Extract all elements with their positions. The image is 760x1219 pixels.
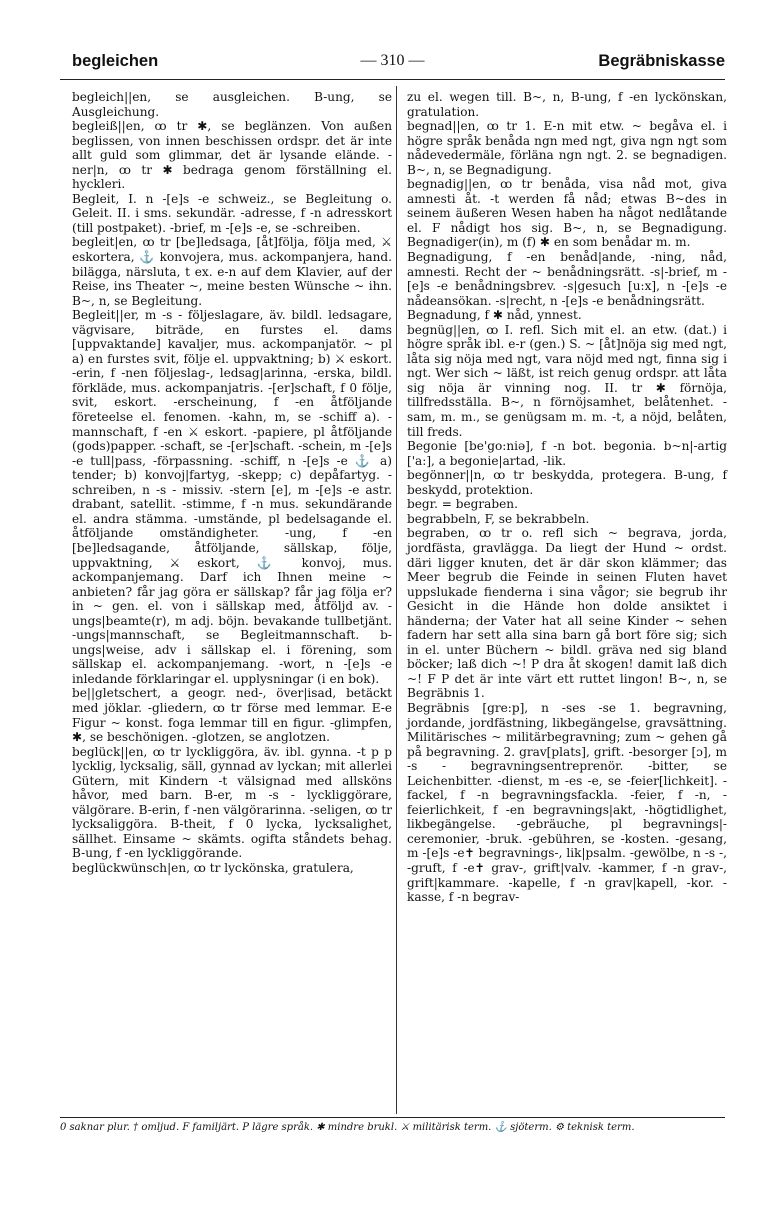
dictionary-entry: Begnadigung, f -en benåd|ande, -ning, nåd, amnesti. Recht der ~ benådningsrätt. -s|-brief, m -[e]s -e benådningsbrev. -s|gesuch [u:x], n -[e]s -e nådeansökan. -s|recht, n -[e]s -e benådningsrätt. [407,250,727,308]
column-divider [396,86,397,1114]
dictionary-entry: beglück||en, ꝏ tr lyckliggöra, äv. ibl. gynna. -t p p lycklig, lycksalig, säll, gynnad av lyckan; mit allerlei Gütern, mit Kindern -t välsignad med allsköns håvor, med barn. B-er, m -s - lyckliggörare, välgörare. B-erin, f -nen välgörarinna. -seligen, ꝏ tr lycksaliggöra. B-theit, f 0 lycka, lycksalighet, sällhet. Einsame ~ skämts. ogifta ståndets behag. B-ung, f -en lyckliggörande. [72,744,392,861]
dictionary-entry: begnüg||en, ꝏ I. refl. Sich mit el. an etw. (dat.) i högre språk ibl. e-r (gen.) S. ~ [åt]nöja sig med ngt, låta sig nöja med ngt, vara nöjd med ngt, finna sig i ngt. Wer sich ~ läßt, ist reich genug ordspr. att låta sig nöja är vinning nog. II. tr ✱ förnöja, tillfredsställa. B~, n förnöjsamhet, belåtenhet. -sam, m. m., se genügsam m. m. -t, a nöjd, belåten, till freds. [407,322,727,439]
dictionary-entry: zu el. wegen till. B~, n, B-ung, f -en lyckönskan, gratulation. [407,90,727,119]
dictionary-entry: begleich||en, se ausgleichen. B-ung, se Ausgleichung. [72,90,392,119]
dictionary-entry: begrabbeln, F, se bekrabbeln. [407,511,590,526]
left-column [72,90,392,876]
header-left-guideword: begleichen [72,52,159,70]
dictionary-page [60,46,725,1176]
dictionary-entry: beglückwünsch|en, ꝏ tr lyckönska, gratulera, [72,860,354,875]
dictionary-entry: Begonie [be'go:niə], f -n bot. begonia. b~n|-artig ['a:], a begonie|artad, -lik. [407,439,727,468]
right-column [407,90,727,905]
dictionary-entry: Begnadung, f ✱ nåd, ynnest. [407,308,582,323]
dictionary-entry: begleiß||en, ꝏ tr ✱, se beglänzen. Von außen beglissen, von innen beschissen ordspr. det är inte allt guld som glimmar, det är lysande elände. -ner|n, ꝏ tr ✱ bedraga genom förställning el. hyckleri. [72,119,392,192]
dictionary-entry: begleit|en, ꝏ tr [be]ledsaga, [åt]följa, följa med, ⚔ eskortera, ⚓ konvojera, mus. ackompanjera, hand. bilägga, närsluta, t ex. e-n auf dem Klavier, auf der Reise, ins Theater ~, meine besten Wünsche ~ ihn. B~, n, se Begleitung. [72,235,392,308]
dictionary-entry: begraben, ꝏ tr o. refl sich ~ begrava, jorda, jordfästa, gravlägga. Da liegt der Hund ~ ordst. däri ligger knuten, det är där skon klämmer; das Meer begrub die Feinde in seinen Fluten havet uppslukade fienderna i sina vågor; sie begrub ihr Gesicht in die Hände hon dolde ansiktet i händerna; der Vater hat all seine Kinder ~ sehen fadern har sett alla sina barn gå bort före sig; sich in el. unter Büchern ~ bildl. gräva ned sig bland böcker; laß dich ~! P dra åt skogen! damit laß dich ~! F P det är inte värt ett ruttet lingon! B~, n, se Begräbnis 1. [407,526,727,701]
header-rule [60,79,725,80]
abbreviation-legend: 0 saknar plur. † omljud. F familjärt. P lägre språk. ✱ mindre brukl. ⚔ militärisk term. ⚓ sjöterm. ⚙ teknisk term. [60,1122,635,1133]
dictionary-entry: Begleit||er, m -s - följeslagare, äv. bildl. ledsagare, vägvisare, biträde, en furstes el. dams [uppvaktande] kavaljer, mus. ackompanjatör. ~ pl a) en furstes svit, följe el. uppvaktning; b) ⚔ eskort. -erin, f -nen följeslag-, ledsag|arinna, -erska, bildl. förkläde, mus. ackompanjatris. -[er]schaft, f 0 följe, svit, eskort. -erscheinung, f -en åtföljande företeelse el. fenomen. -kahn, m, se -schiff a). -mannschaft, f -en ⚔ eskort. -papiere, pl åtföljande (gods)papper. -schaft, se -[er]schaft. -schein, m -[e]s -e tull|pass, -förpassning. -schiff, n -[e]s -e ⚓ a) tender; b) konvoj|fartyg, -skepp; c) depåfartyg. -schreiben, n -s - missiv. -stern [e], m -[e]s -e astr. drabant, satellit. -stimme, f -n mus. sekundärande el. andra stämma. -umstände, pl bedelsagande el. åtföljande omständigheter. -ung, f -en [be]ledsagande, åtföljande, sällskap, följe, uppvaktning, ⚔ eskort, ⚓ konvoj, mus. ackompanjemang. Darf ich Ihnen meine ~ anbieten? får jag göra er sällskap? får jag följa er? in ~ gen. el. von i sällskap med, åtföljd av. -ungs|beamte(r), m adj. böjn. bevakande tullbetjänt. -ungs|mannschaft, se Begleitmannschaft. b-ungs|weise, adv i sällskap el. i förening, som sällskap el. ackompanjemang. -wort, n -[e]s -e inledande förklaringar el. upplysningar (i en bok). [72,308,392,686]
dictionary-entry: be||gletschert, a geogr. ned-, över|isad, betäckt med jöklar. -gliedern, ꝏ tr förse med lemmar. E-e Figur ~ konst. foga lemmar till en figur. -glimpfen, ✱, se beschönigen. -glotzen, se anglotzen. [72,686,392,745]
page-number: — 310 — [360,52,425,69]
page-header [60,52,725,80]
dictionary-entry: Begleit, I. n -[e]s -e schweiz., se Begleitung o. Geleit. II. i sms. sekundär. -adresse, f -n adresskort (till postpaket). -brief, m -[e]s -e, se -schreiben. [72,191,392,235]
footer-rule [60,1117,725,1118]
header-right-guideword: Begräbniskasse [598,52,725,70]
dictionary-entry: begönner||n, ꝏ tr beskydda, protegera. B-ung, f beskydd, protektion. [407,468,727,497]
dictionary-entry: begnad||en, ꝏ tr 1. E-n mit etw. ~ begåva el. i högre språk benåda ngn med ngt, giva ngn ngt som nådevedermäle, förläna ngn ngt. 2. se begnadigen. B~, n, se Begnadigung. [407,119,727,177]
dictionary-entry: Begräbnis [gre:p], n -ses -se 1. begravning, jordande, jordfästning, likbegängelse, gravsättning. Militärisches ~ militärbegravning; zum ~ gehen gå på begravning. 2. grav[plats], grift. -besorger [ɔ], m -s - begravningsentreprenör. -bitter, se Leichenbitter. -dienst, m -es -e, se -feier[lichkeit]. -fackel, f -n begravningsfackla. -feier, f -n, -feierlichkeit, f -en begravnings|akt, -högtidlighet, likbegängelse. -gebräuche, pl begravnings|-ceremonier, -bruk. -gebühren, se -kosten. -gesang, m -[e]s -e✝ begravnings-, lik|psalm. -gewölbe, n -s -, -gruft, f -e✝ grav-, grift|valv. -kammer, f -n grav-, grift|kammare. -kapelle, f -n grav|kapell, -kor. -kasse, f -n begrav- [407,700,727,905]
dictionary-entry: begr. = begraben. [407,497,518,512]
dictionary-entry: begnadig||en, ꝏ tr benåda, visa nåd mot, giva amnesti åt. -t werden få nåd; etwas B~des in seinem äußeren Wesen haben ha något nedlåtande el. F nådigt hos sig. B~, n, se Begnadigung. Begnadiger(in), m (f) ✱ en som benådar m. m. [407,177,727,250]
